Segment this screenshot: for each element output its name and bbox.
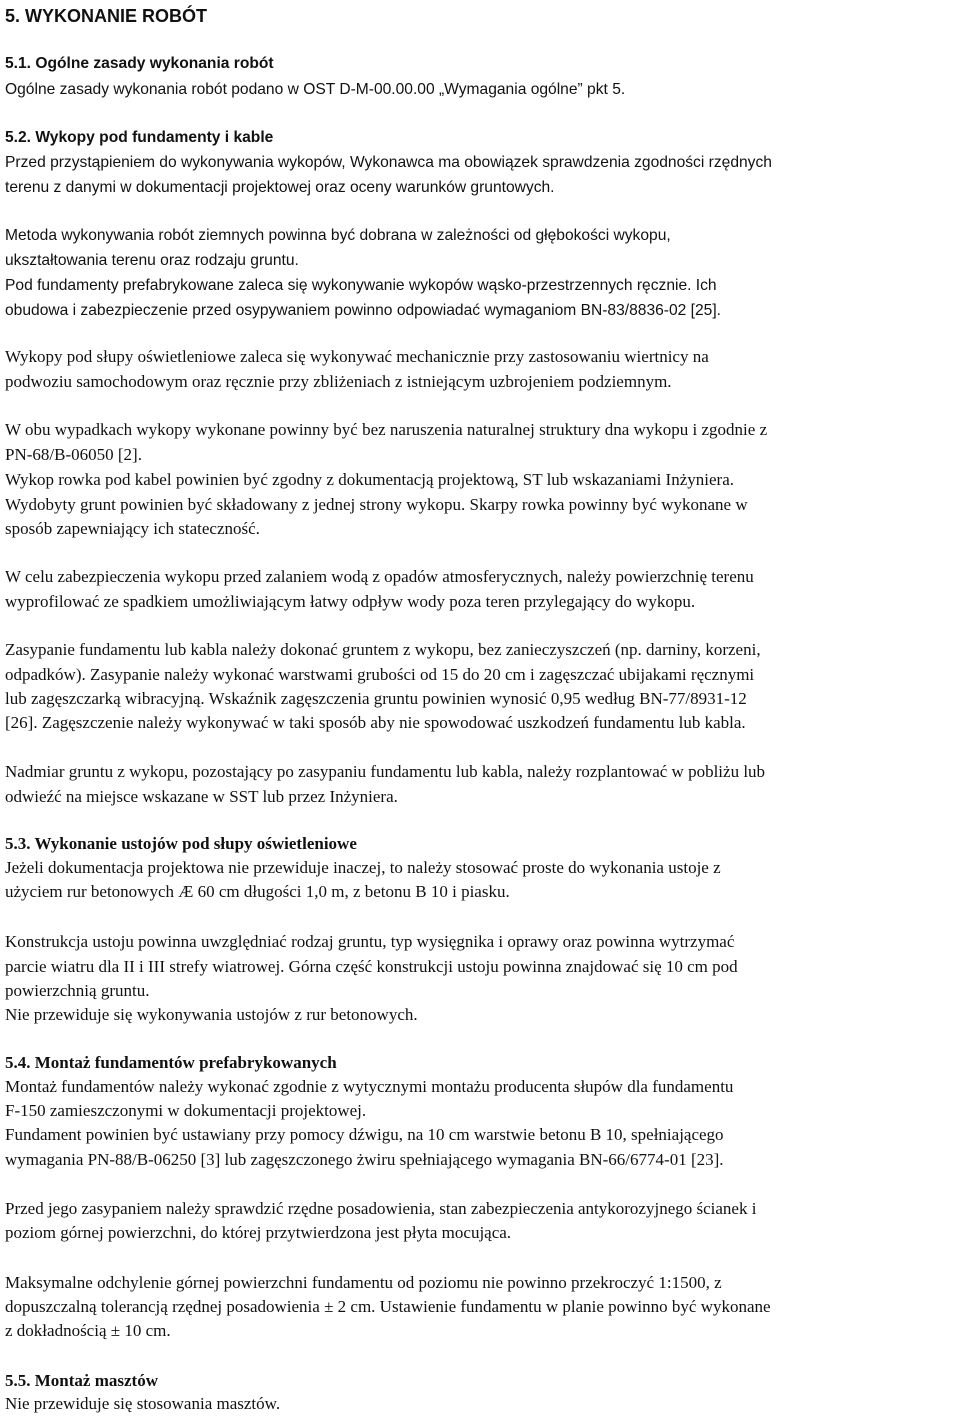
paragraph-line: parcie wiatru dla II i III strefy wiatrowej. Górna część konstrukcji ustoju powinna znajdować się 10 cm pod: [5, 957, 738, 976]
paragraph-line: Wykop rowka pod kabel powinien być zgodny z dokumentacją projektową, ST lub wskazaniami Inżyniera.: [5, 470, 734, 489]
paragraph-line: W obu wypadkach wykopy wykonane powinny być bez naruszenia naturalnej struktury dna wykopu i zgodnie z: [5, 420, 768, 439]
paragraph-line: F-150 zamieszczonymi w dokumentacji projektowej.: [5, 1101, 367, 1120]
paragraph-line: Pod fundamenty prefabrykowane zaleca się wykonywanie wykopów wąsko-przestrzennych ręcznie. Ich: [5, 277, 717, 294]
paragraph-line: Jeżeli dokumentacja projektowa nie przewiduje inaczej, to należy stosować proste do wykonania ustoje z: [5, 858, 721, 877]
section-title: 5.1. Ogólne zasady wykonania robót: [5, 55, 274, 72]
paragraph-line: [26]. Zagęszczenie należy wykonywać w taki sposób aby nie spowodować uszkodzeń fundamentu lub kabla.: [5, 713, 746, 732]
paragraph-line: sposób zapewniający ich stateczność.: [5, 519, 260, 538]
paragraph-line: dopuszczalną tolerancją rzędnej posadowienia ± 2 cm. Ustawienie fundamentu w planie powinno być wykonane: [5, 1297, 771, 1316]
paragraph-line: użyciem rur betonowych Æ 60 cm długości 1,0 m, z betonu B 10 i piasku.: [5, 882, 510, 901]
paragraph-line: terenu z danymi w dokumentacji projektowej oraz oceny warunków gruntowych.: [5, 179, 555, 196]
section-title: 5.4. Montaż fundamentów prefabrykowanych: [5, 1053, 337, 1072]
paragraph-line: Nadmiar gruntu z wykopu, pozostający po zasypaniu fundamentu lub kabla, należy rozplantować w pobliżu lub: [5, 762, 766, 781]
paragraph-line: PN-68/B-06050 [2].: [5, 445, 142, 464]
paragraph-line: odwieźć na miejsce wskazane w SST lub przez Inżyniera.: [5, 787, 398, 806]
paragraph-line: poziom górnej powierzchni, do której przytwierdzona jest płyta mocująca.: [5, 1223, 512, 1242]
paragraph-line: z dokładnością ± 10 cm.: [5, 1321, 171, 1340]
section-title: 5.2. Wykopy pod fundamenty i kable: [5, 129, 274, 146]
paragraph-line: Zasypanie fundamentu lub kabla należy dokonać gruntem z wykopu, bez zanieczyszczeń (np. darniny, korzeni,: [5, 640, 761, 659]
section-title: 5.5. Montaż masztów: [5, 1371, 158, 1390]
section-title: 5.3. Wykonanie ustojów pod słupy oświetleniowe: [5, 834, 357, 853]
paragraph-line: podwoziu samochodowym oraz ręcznie przy zbliżeniach z istniejącym uzbrojeniem podziemnym.: [5, 372, 672, 391]
paragraph-line: wyprofilować ze spadkiem umożliwiającym łatwy odpływ wody poza teren przylegający do wykopu.: [5, 592, 696, 611]
paragraph-line: Fundament powinien być ustawiany przy pomocy dźwigu, na 10 cm warstwie betonu B 10, spełniającego: [5, 1125, 724, 1144]
paragraph-line: Nie przewiduje się wykonywania ustojów z rur betonowych.: [5, 1005, 418, 1024]
paragraph-line: lub zagęszczarką wibracyjną. Wskaźnik zagęszczenia gruntu powinien wynosić 0,95 według BN-77/8931-12: [5, 689, 747, 708]
paragraph-line: Maksymalne odchylenie górnej powierzchni fundamentu od poziomu nie powinno przekroczyć 1:1500, z: [5, 1273, 722, 1292]
paragraph-line: Ogólne zasady wykonania robót podano w OST D-M-00.00.00 „Wymagania ogólne” pkt 5.: [5, 81, 626, 98]
paragraph-line: Montaż fundamentów należy wykonać zgodnie z wytycznymi montażu producenta słupów dla fundamentu: [5, 1077, 734, 1096]
paragraph-line: obudowa i zabezpieczenie przed osypywaniem powinno odpowiadać wymaganiom BN-83/8836-02 [25].: [5, 302, 722, 319]
paragraph-line: Wydobyty grunt powinien być składowany z jednej strony wykopu. Skarpy rowka powinny być wykonane w: [5, 495, 748, 514]
document-heading: 5. WYKONANIE ROBÓT: [5, 6, 208, 26]
paragraph-line: W celu zabezpieczenia wykopu przed zalaniem wodą z opadów atmosferycznych, należy powierzchnię terenu: [5, 567, 754, 586]
paragraph-line: wymagania PN-88/B-06250 [3] lub zagęszczonego żwiru spełniającego wymagania BN-66/6774-01 [23].: [5, 1150, 724, 1169]
paragraph-line: Metoda wykonywania robót ziemnych powinna być dobrana w zależności od głębokości wykopu,: [5, 227, 671, 244]
paragraph-line: Nie przewiduje się stosowania masztów.: [5, 1394, 281, 1413]
paragraph-line: powierzchnią gruntu.: [5, 981, 150, 1000]
paragraph-line: Konstrukcja ustoju powinna uwzględniać rodzaj gruntu, typ wysięgnika i oprawy oraz powinna wytrzymać: [5, 932, 735, 951]
paragraph-line: odpadków). Zasypanie należy wykonać warstwami grubości od 15 do 20 cm i zagęszczać ubijakami ręcznymi: [5, 665, 755, 684]
paragraph-line: Wykopy pod słupy oświetleniowe zaleca się wykonywać mechanicznie przy zastosowaniu wiertnicy na: [5, 347, 709, 366]
paragraph-line: Przed przystąpieniem do wykonywania wykopów, Wykonawca ma obowiązek sprawdzenia zgodności rzędnych: [5, 154, 772, 171]
paragraph-line: Przed jego zasypaniem należy sprawdzić rzędne posadowienia, stan zabezpieczenia antykorozyjnego ścianek i: [5, 1199, 757, 1218]
paragraph-line: ukształtowania terenu oraz rodzaju gruntu.: [5, 252, 299, 269]
